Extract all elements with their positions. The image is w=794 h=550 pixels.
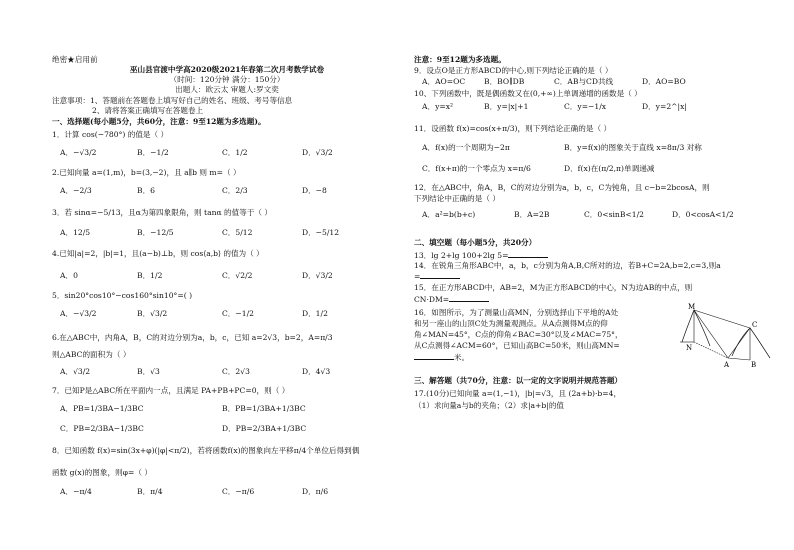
- q17-stem: 17.(10分)已知向量 a=(1,−1)，|b|=√3，且 (2a+b)·b=4，: [414, 389, 622, 398]
- q16-line1: 16．如图所示，为了测量山高MN，分别选择山下平地的A处: [414, 308, 619, 317]
- q1-opt-d: D．√3/2: [302, 148, 333, 157]
- q3-stem: 3．若 sinα=−5/13，且α为第四象限角，则 tanα 的值等于（ ）: [52, 208, 273, 217]
- q2-opt-c: C．2/3: [222, 186, 248, 195]
- q1-opt-b: B．−1/2: [137, 148, 169, 157]
- q4-opt-d: D．√3/2: [302, 271, 333, 280]
- q7-opt-d: D．PB=2/3BA+1/3BC: [222, 424, 307, 433]
- q4-opt-b: B．1/2: [137, 271, 163, 280]
- q2-opt-d: D．−8: [302, 186, 327, 195]
- q8-opt-b: B．π/4: [137, 487, 163, 496]
- q6-stem: 6.在△ABC中，内角A，B，C的对边分别为a，b，c，已知 a=2√3，b=2，A=π/3: [52, 333, 333, 342]
- notice-2: 2、请将答案正确填写在答题卷上: [92, 106, 204, 115]
- segment-am: [694, 310, 728, 358]
- q14-blank: [420, 271, 460, 279]
- q16-blank: [414, 352, 454, 360]
- q6-opt-c: C．2√3: [222, 367, 250, 376]
- q11-opt-d: D．f(x)在(π/2,π)单调递减: [564, 164, 655, 173]
- q7-opt-b: B．PB=1/3BA+1/3BC: [222, 404, 306, 413]
- mountain-bc-outline: [732, 328, 770, 358]
- q2-opt-b: B．6: [137, 186, 156, 195]
- label-m: M: [688, 303, 696, 311]
- q12-opt-c: C．0<sinB<1/2: [584, 210, 644, 219]
- q3-opt-a: A．12/5: [60, 228, 91, 237]
- q10-stem: 10、下列函数中，既是偶函数又在(0,+∞)上单调递增的函数是（ ）: [414, 89, 642, 98]
- q14-stem: 14．在锐角三角形ABC中，a，b，c分别为角A,B,C所对的边，若B+C=2A,b=2,c=3,则a: [414, 261, 721, 270]
- time-score: （时间：120分钟 满分：150分）: [169, 75, 285, 84]
- q16-line3: 角∠MAN=45°，C点的仰角∠BAC=30°以及∠MAC=75°，: [414, 330, 623, 339]
- q9-stem: 9．设点O是正方形ABCD的中心,则下列结论正确的是（ ）: [414, 66, 613, 75]
- q3-opt-c: C．5/12: [222, 228, 253, 237]
- q5-opt-b: B．√3/2: [137, 309, 168, 318]
- q9-opt-b: B．BO∥DB: [484, 77, 525, 86]
- mountain-measurement-figure: [676, 300, 776, 372]
- q6-stem2: 则△ABC的面积为（ ）: [52, 350, 131, 359]
- q14-stem2: =: [414, 271, 460, 281]
- q16-line4: 从C点测得∠ACM=60°，已知山高BC=50米，则山高MN=: [414, 341, 620, 350]
- q7-stem: 7．已知P是△ABC所在平面内一点，且满足 PA+PB+PC=0，则（ ）: [52, 386, 290, 395]
- section2-heading: 二、填空题（每小题5分，共20分）: [414, 238, 537, 247]
- q9-opt-d: D．AO=BO: [642, 77, 686, 86]
- q1-opt-a: A．−√3/2: [60, 148, 97, 157]
- label-a: A: [724, 361, 730, 369]
- label-c: C: [752, 321, 758, 329]
- q15-blank: [449, 294, 489, 302]
- q4-opt-a: A．0: [60, 271, 78, 280]
- segment-ac: [728, 328, 750, 358]
- q15-stem: 15．在正方形ABCD中，AB=2，M为正方形ABCD的中心，N为边AB的中点，则: [414, 283, 693, 292]
- section3-heading: 三、解答题（共70分，注意：以一定的文字说明并规范答题）: [414, 376, 623, 385]
- segment-na: [694, 342, 728, 358]
- exam-title: 巫山县官渡中学高2020级2021年春第二次月考数学试卷: [129, 65, 325, 74]
- q16-line2: 和另一座山的山顶C处为测量观测点。从A点测得M点的仰: [414, 319, 608, 328]
- q12-opt-b: B．A=2B: [514, 210, 550, 219]
- q10-opt-c: C．y=−1/x: [564, 102, 607, 111]
- q10-opt-d: D．y=2^|x|: [642, 102, 687, 111]
- mountain-mn-outline: [682, 310, 710, 346]
- q10-opt-b: B．y=|x|+1: [484, 102, 529, 111]
- q4-opt-c: C．√2/2: [222, 271, 253, 280]
- q2-opt-a: A．−2/3: [60, 186, 92, 195]
- q6-opt-d: D．4√3: [302, 367, 331, 376]
- section1-heading: 一、选择题(每小题5分，共60分，注意：9至12题为多选题)。: [52, 117, 266, 126]
- q6-opt-a: A．√3/2: [60, 367, 91, 376]
- setter-info: 出题人：欧云太 审题人:罗文奕: [175, 85, 279, 94]
- q6-opt-b: B．√3: [137, 367, 160, 376]
- label-n: N: [686, 344, 693, 352]
- q11-opt-b: B．y=f(x)的图象关于直线 x=8π/3 对称: [564, 143, 702, 152]
- secret-mark: 绝密★启用前: [52, 55, 98, 64]
- q8-opt-a: A．−π/4: [60, 487, 92, 496]
- q3-opt-d: D．−5/12: [302, 228, 340, 237]
- q11-opt-c: C．f(x+π)的一个零点为 x=π/6: [422, 164, 531, 173]
- q5-opt-a: A．−√3/2: [60, 309, 97, 318]
- segment-mc: [694, 310, 750, 328]
- q8-opt-c: C．−π/6: [222, 487, 255, 496]
- q17-parts: （1）求向量a与b的夹角；（2）求|a+b|的值: [414, 401, 565, 410]
- q16-line5: 米。: [414, 352, 469, 362]
- segment-ab: [728, 358, 750, 360]
- q5-stem: 5．sin20°cos10°−cos160°sin10°=( ): [52, 291, 193, 300]
- multi-choice-note: 注意：9至12题为多选题。: [414, 55, 506, 64]
- q7-opt-a: A．PB=1/3BA−1/3BC: [60, 404, 144, 413]
- q1-stem: 1．计算 cos(−780°) 的值是（ ）: [52, 130, 169, 139]
- q11-opt-a: A．f(x)的一个周期为−2π: [422, 143, 510, 152]
- q12-stem2: 下列结论中正确的是（ ）: [414, 194, 500, 203]
- q10-opt-a: A．y=x²: [422, 102, 454, 111]
- label-b: B: [751, 361, 757, 369]
- q13-stem: 13．lg 2+lg 100+2lg 5=: [414, 250, 548, 260]
- q9-opt-c: C．AB与CD共线: [554, 77, 614, 86]
- q12-stem: 12．在△ABC中，角A，B，C的对边分别为a，b，c，C为钝角，且 c−b=2bcosA，则: [414, 183, 710, 192]
- q15-stem2: CN·DM=: [414, 294, 489, 304]
- q5-opt-c: C．−1/2: [222, 309, 254, 318]
- q8-opt-d: D．π/6: [302, 487, 329, 496]
- q1-opt-c: C．1/2: [222, 148, 248, 157]
- q12-opt-d: D．0<cosA<1/2: [672, 210, 734, 219]
- q13-blank: [508, 250, 548, 258]
- q11-stem: 11．设函数 f(x)=cos(x+π/3)，则下列结论正确的是（ ）: [414, 124, 612, 133]
- q2-stem: 2.已知向量 a=(1,m)，b=(3,−2)，且 a∥b 则 m=（ ）: [52, 168, 241, 177]
- q4-stem: 4.已知|a|=2，|b|=1，且(a−b)⊥b，则 cos⟨a,b⟩ 的值为（ ）: [52, 249, 264, 258]
- q3-opt-b: B．−12/5: [137, 228, 174, 237]
- notice-1: 注意事项：1、答题前在答题卷上填写好自己的姓名、班级、考号等信息: [52, 96, 293, 105]
- q12-opt-a: A．a²=b(b+c): [422, 210, 476, 219]
- q8-stem2: 函数 g(x)的图象，则φ=（ ）: [52, 468, 152, 477]
- q7-opt-c: C．PB=2/3BA−1/3BC: [60, 424, 144, 433]
- q9-opt-a: A．AO=OC: [422, 77, 466, 86]
- q8-stem: 8．已知函数 f(x)=sin(3x+φ)(|φ|<π/2)，若将函数f(x)的图象向左平移π/4个单位后得到偶: [52, 446, 360, 455]
- q5-opt-d: D．1/2: [302, 309, 328, 318]
